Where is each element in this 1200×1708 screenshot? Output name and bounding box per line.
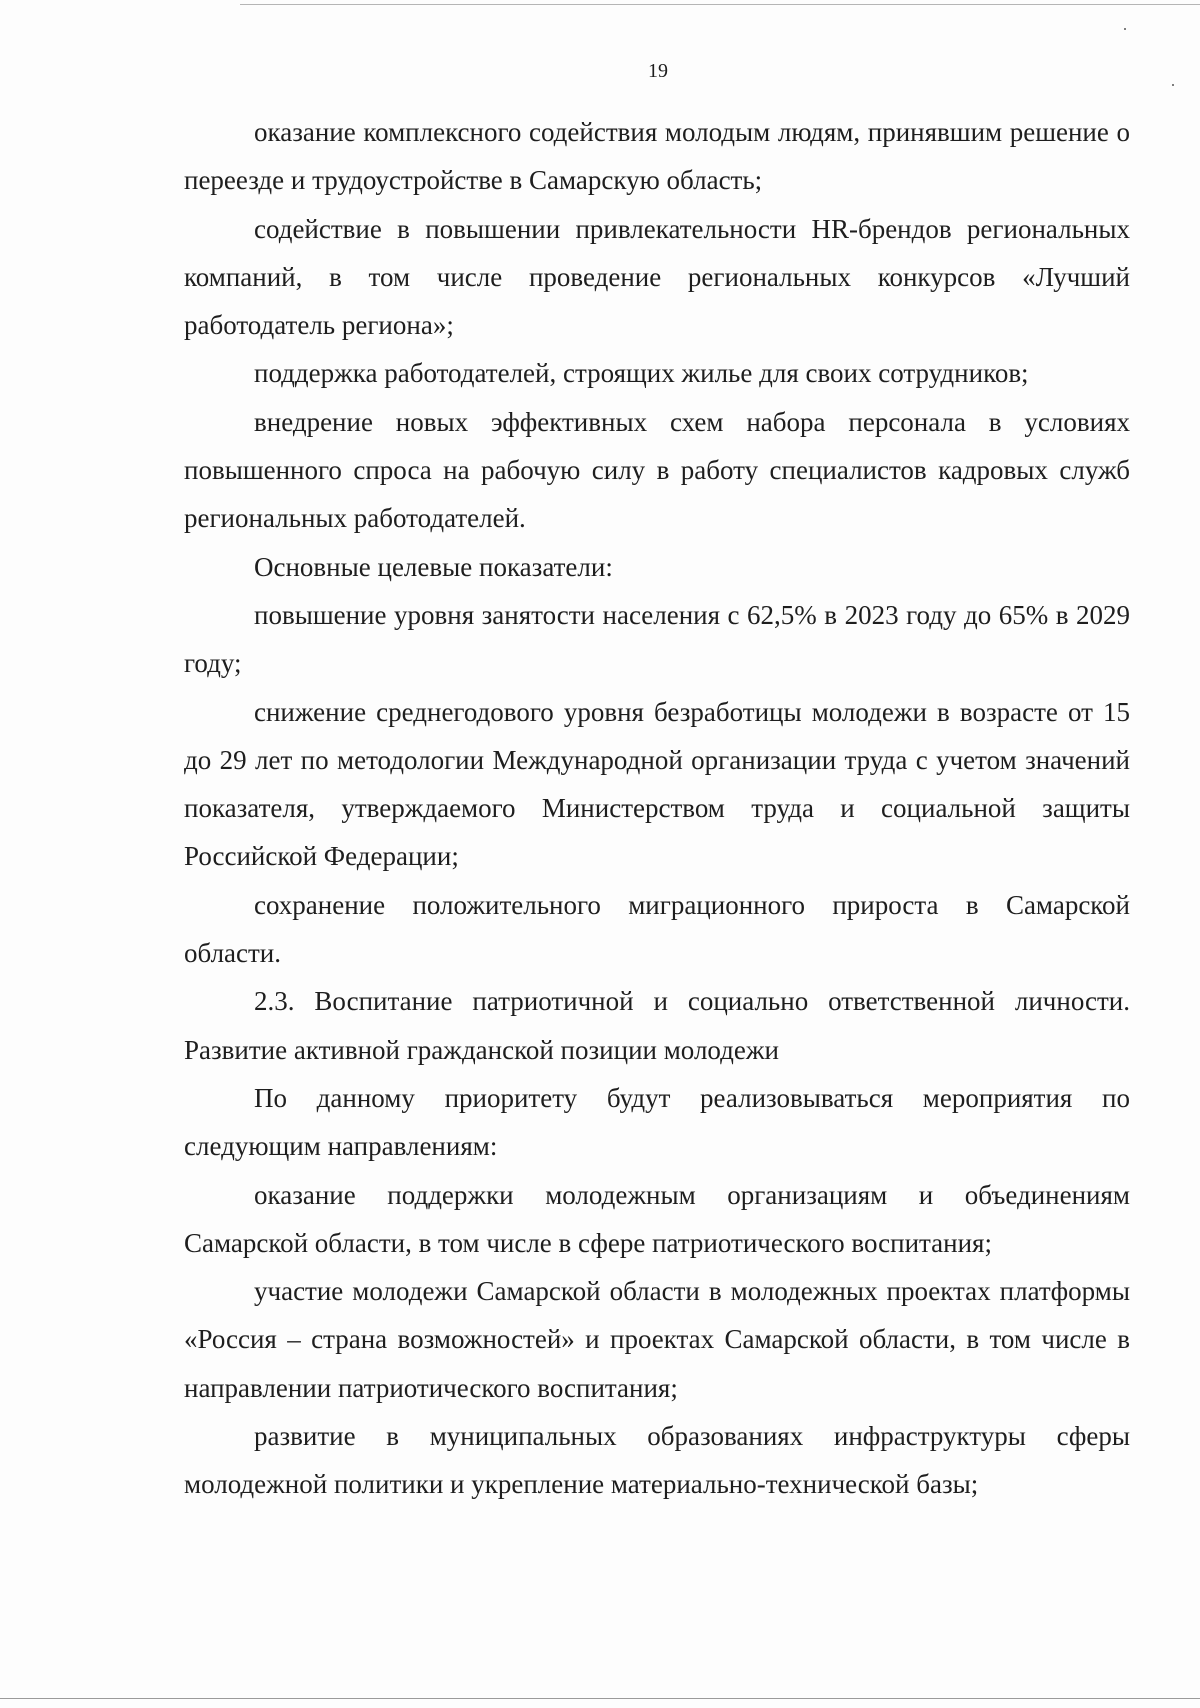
scan-top-edge: [240, 4, 1200, 5]
paragraph: внедрение новых эффективных схем набора персонала в условиях повышенного спроса на рабочую силу в работу специалистов кадровых служб региональных работодателей.: [184, 406, 1130, 534]
section-heading: 2.3. Воспитание патриотичной и социально ответственной личности. Развитие активной гражданской позиции молодежи: [184, 986, 1130, 1065]
paragraph: сохранение положительного миграционного прироста в Самарской области.: [184, 889, 1130, 969]
body-text: [184, 108, 1130, 1509]
paragraph: По данному приоритету будут реализовываться мероприятия по следующим направлениям:: [184, 1082, 1130, 1162]
paragraph: повышение уровня занятости населения с 62,5% в 2023 году до 65% в 2029 году;: [184, 599, 1130, 679]
scan-bottom-edge: [0, 1698, 1200, 1699]
paragraph: поддержка работодателей, строящих жилье для своих сотрудников;: [254, 358, 1029, 389]
paragraph: участие молодежи Самарской области в молодежных проектах платформы «Россия – страна возможностей» и проектах Самарской области, в том числе в направлении патриотического воспитания;: [184, 1276, 1130, 1403]
page-number: 19: [648, 60, 668, 82]
paragraph: оказание комплексного содействия молодым людям, принявшим решение о переезде и трудоустройстве в Самарскую область;: [184, 117, 1130, 196]
paragraph: снижение среднегодового уровня безработицы молодежи в возрасте от 15 до 29 лет по методологии Международной организации труда с учетом значений показателя, утверждаемого Министерством труда и социальной защиты Российской Федерации;: [184, 696, 1130, 872]
scan-speck: [1172, 84, 1174, 86]
paragraph: содействие в повышении привлекательности HR-брендов региональных компаний, в том числе проведение региональных конкурсов «Лучший работодатель региона»;: [184, 213, 1130, 341]
paragraph: развитие в муниципальных образованиях инфраструктуры сферы молодежной политики и укрепление материально-технической базы;: [184, 1421, 1130, 1500]
paragraph: оказание поддержки молодежным организациям и объединениям Самарской области, в том числе в сфере патриотического воспитания;: [184, 1179, 1130, 1258]
scan-speck: [1124, 28, 1126, 30]
paragraph: Основные целевые показатели:: [254, 551, 613, 582]
